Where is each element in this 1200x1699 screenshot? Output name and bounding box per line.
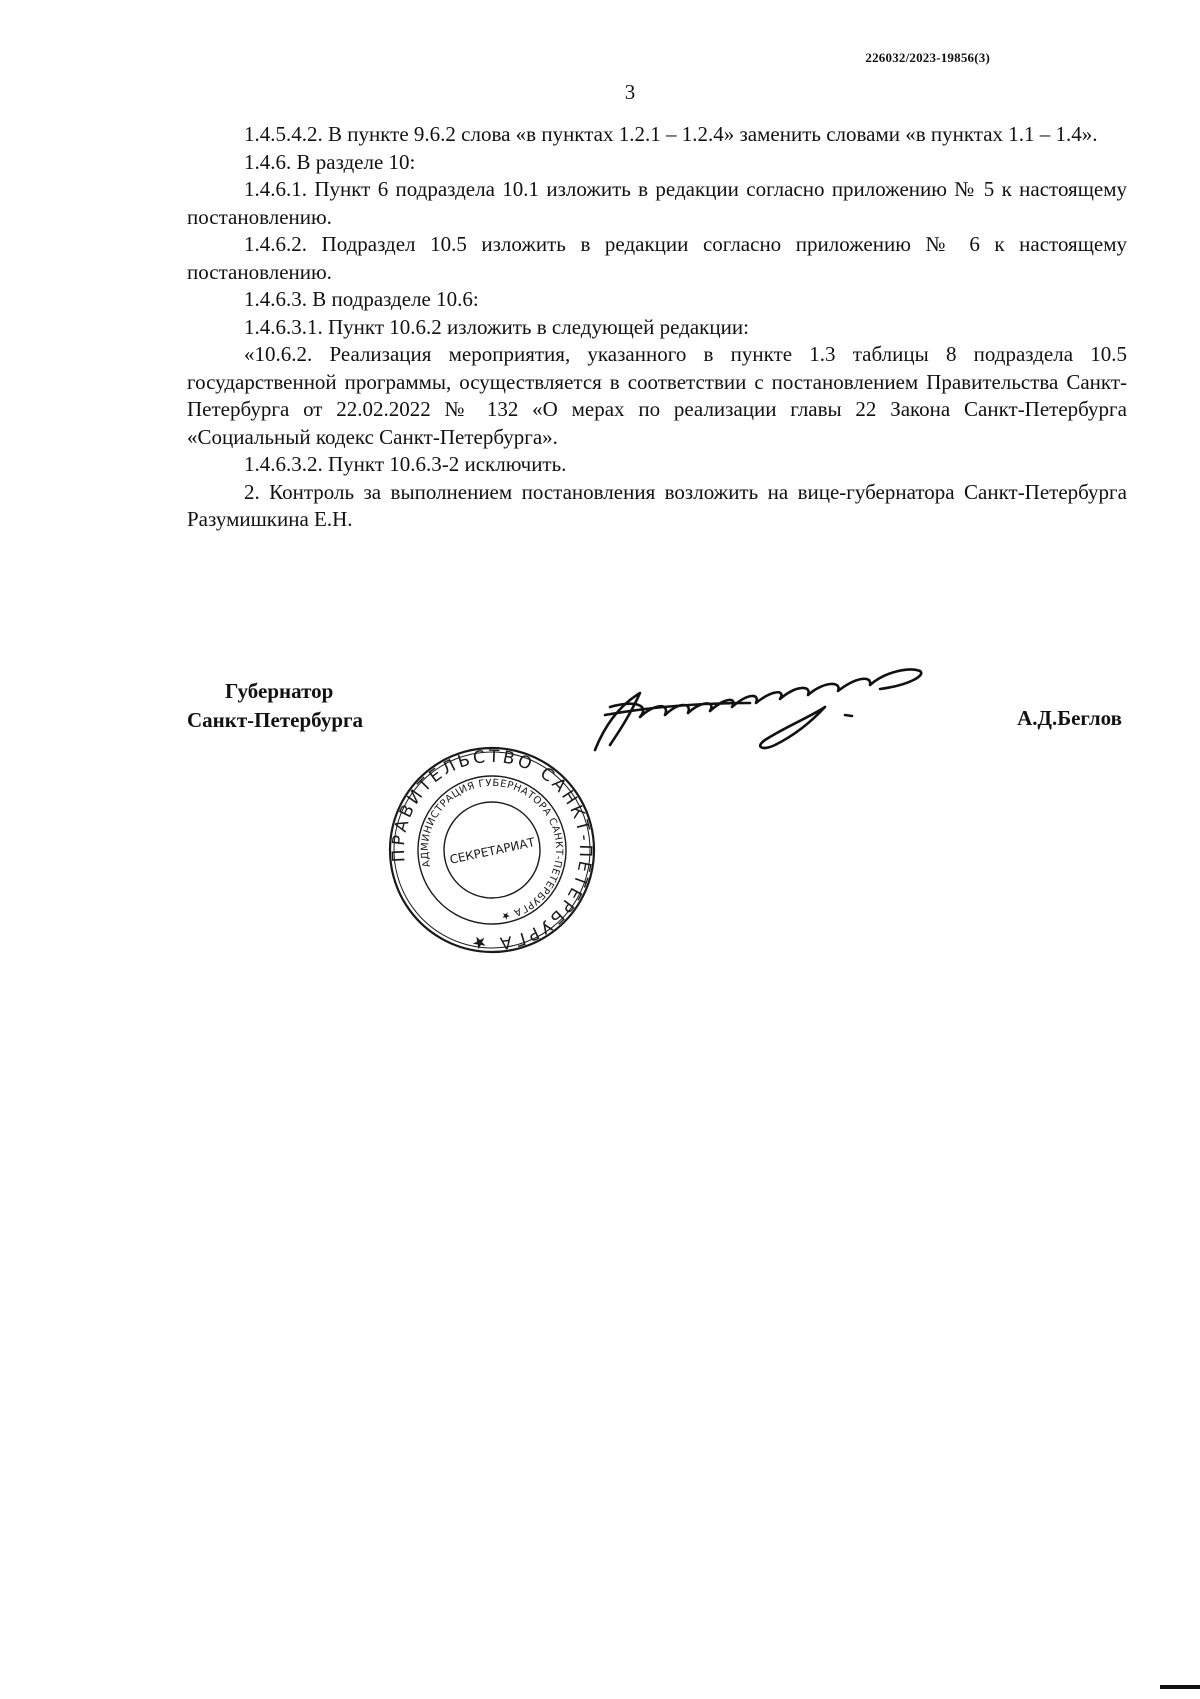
signatory-name: А.Д.Беглов (1017, 706, 1122, 730)
page-number: 3 (624, 80, 636, 104)
official-seal (387, 745, 597, 955)
scan-edge-mark (1160, 1685, 1200, 1689)
paragraph-quoted-10-6-2: «10.6.2. Реализация мероприятия, указанного в пункте 1.3 таблицы 8 подраздела 10.5 государственной программы, осуществляется в соответствии с постановлением Правительства Санкт-Петербурга от 22.02.2022 № 132 «О мерах по реализации главы 22 Закона Санкт-Петербурга «Социальный кодекс Санкт-Петербурга». (187, 342, 1127, 449)
paragraph-2-control: 2. Контроль за выполнением постановления возложить на вице-губернатора Санкт-Петербурга Разумишкина Е.Н. (187, 479, 1127, 531)
signatory-title-line-2: Санкт-Петербурга (187, 708, 364, 732)
paragraph-1-4-6-3-2: 1.4.6.3.2. Пункт 10.6.3-2 исключить. (244, 452, 567, 476)
paragraph-1-4-6-3: 1.4.6.3. В подразделе 10.6: (244, 287, 479, 311)
svg-text:ПРАВИТЕЛЬСТВО САНКТ-ПЕТЕРБУРГА: ПРАВИТЕЛЬСТВО САНКТ-ПЕТЕРБУРГА ★ (388, 746, 596, 954)
paragraph-1-4-6-2: 1.4.6.2. Подраздел 10.5 изложить в редакции согласно приложению № 6 к настоящему постановлению. (187, 232, 1127, 284)
document-body (187, 121, 1127, 534)
handwritten-signature (580, 645, 950, 765)
svg-text:АДМИНИСТРАЦИЯ ГУБЕРНАТОРА САНК: АДМИНИСТРАЦИЯ ГУБЕРНАТОРА САНКТ-ПЕТЕРБУРГА ★ (419, 777, 565, 922)
paragraph-1-4-6-1: 1.4.6.1. Пункт 6 подраздела 10.1 изложить в редакции согласно приложению № 5 к настоящему постановлению. (187, 177, 1127, 229)
paragraph-1-4-6: 1.4.6. В разделе 10: (244, 149, 416, 174)
signatory-title (187, 677, 363, 735)
signatory-title-line-1: Губернатор (225, 679, 334, 703)
document-registration-number: 226032/2023-19856(3) (865, 50, 990, 65)
paragraph-1-4-6-3-1: 1.4.6.3.1. Пункт 10.6.2 изложить в следующей редакции: (244, 314, 749, 339)
paragraph-1-4-5-4-2: 1.4.5.4.2. В пункте 9.6.2 слова «в пунктах 1.2.1 – 1.2.4» заменить словами «в пунктах 1.1 – 1.4». (244, 122, 1098, 146)
svg-text:СЕКРЕТАРИАТ: СЕКРЕТАРИАТ (448, 835, 537, 867)
